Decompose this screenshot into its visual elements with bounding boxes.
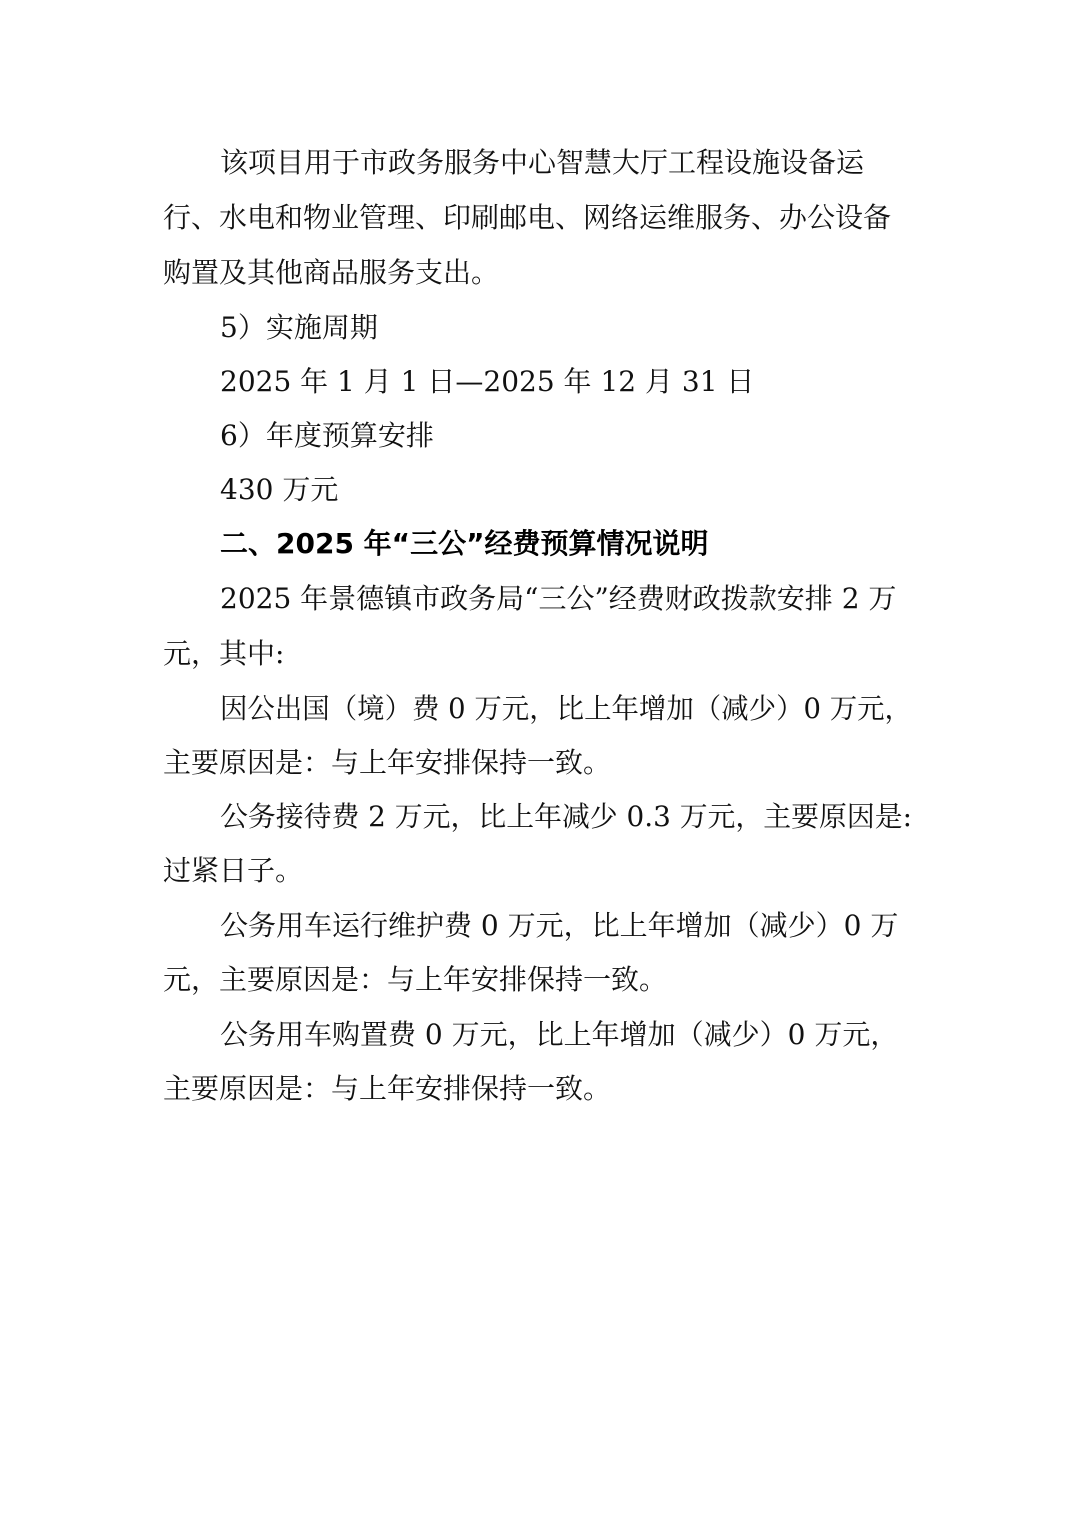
text-p4-l1: 公务接待费 2 万元，比上年减少 0.3 万元，主要原因是:: [220, 800, 912, 833]
paragraph-line: [0, 198, 1074, 238]
text-p1-l3: 购置及其他商品服务支出。: [163, 256, 500, 289]
text-p3-l1: 因公出国（境）费 0 万元，比上年增加（减少）0 万元，: [220, 692, 912, 725]
text-s6-value: 430 万元: [220, 473, 339, 506]
paragraph-line: [0, 906, 1074, 946]
text-p2-l1: 2025 年景德镇市政务局“三公”经费财政拨款安排 2 万: [220, 582, 897, 615]
paragraph-line: [0, 143, 1074, 183]
text-p2-l2: 元，其中:: [163, 637, 285, 670]
paragraph-line: [0, 851, 1074, 891]
section-value-implementation-period: [0, 362, 1074, 402]
section-heading: [0, 524, 1074, 564]
text-heading: 二、2025 年“三公”经费预算情况说明: [220, 527, 709, 560]
text-p1-l2: 行、水电和物业管理、印刷邮电、网络运维服务、办公设备: [163, 201, 892, 234]
text-p5-l2: 元，主要原因是：与上年安排保持一致。: [163, 963, 668, 996]
section-title-implementation-period: [0, 308, 1074, 348]
paragraph-line: [0, 1015, 1074, 1055]
paragraph-line: [0, 634, 1074, 674]
text-p3-l2: 主要原因是：与上年安排保持一致。: [163, 746, 612, 779]
text-p6-l1: 公务用车购置费 0 万元，比上年增加（减少）0 万元，: [220, 1018, 899, 1051]
paragraph-line: [0, 579, 1074, 619]
text-p1-l1: 该项目用于市政务服务中心智慧大厅工程设施设备运: [220, 146, 865, 179]
section-value-annual-budget: [0, 470, 1074, 510]
text-s5-value: 2025 年 1 月 1 日—2025 年 12 月 31 日: [220, 365, 755, 398]
paragraph-line: [0, 689, 1074, 729]
paragraph-line: [0, 797, 1074, 837]
paragraph-line: [0, 743, 1074, 783]
text-p4-l2: 过紧日子。: [163, 854, 304, 887]
text-s5-title: 5）实施周期: [220, 311, 378, 344]
text-p6-l2: 主要原因是：与上年安排保持一致。: [163, 1072, 612, 1105]
paragraph-line: [0, 253, 1074, 293]
text-p5-l1: 公务用车运行维护费 0 万元，比上年增加（减少）0 万: [220, 909, 899, 942]
section-title-annual-budget: [0, 416, 1074, 456]
paragraph-line: [0, 1069, 1074, 1109]
text-s6-title: 6）年度预算安排: [220, 419, 434, 452]
paragraph-line: [0, 960, 1074, 1000]
